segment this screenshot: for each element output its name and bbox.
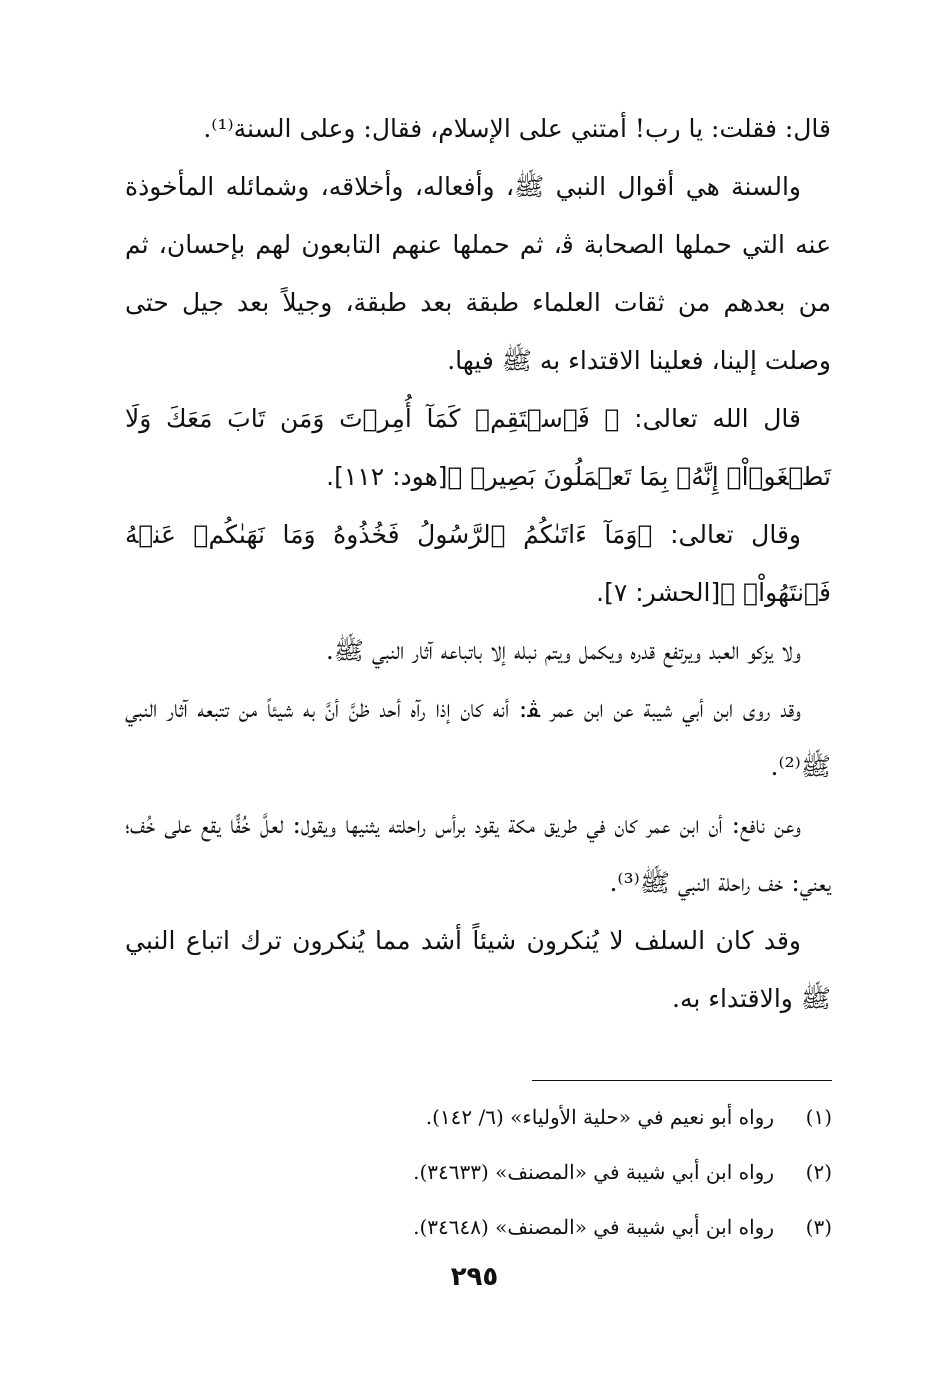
footnote-number: (٣) xyxy=(805,1215,832,1239)
paragraph-6: وقد روى ابن أبي شيبة عن ابن عمر ﭭ: أنه كان إذا رآه أحد ظنَّ أنَّ به شيئاً من تتبعه آثار النبي ﷺ⁽²⁾. xyxy=(125,694,831,781)
footnote-number: (١) xyxy=(805,1105,832,1129)
paragraph-2: والسنة هي أقوال النبي ﷺ، وأفعاله، وأخلاقه، وشمائله المأخوذة عنه التي حملها الصحابة ﭬ، ثم حملها عنهم التابعون لهم بإحسان، ثم من بعدهم من ثقات العلماء طبقة بعد طبقة، وجيلاً بعد جيل حتى وصلت إلينا، فعلينا الاقتداء به ﷺ فيها. xyxy=(125,172,831,375)
footnote-text: رواه ابن أبي شيبة في «المصنف» (٣٤٦٣٣). xyxy=(413,1160,774,1184)
paragraph-5: ولا يزكو العبد ويرتفع قدره ويكمل ويتم نبله إلا باتباعه آثار النبي ﷺ. xyxy=(325,636,801,665)
footnote-2 xyxy=(300,1145,832,1200)
footnote-1 xyxy=(300,1090,832,1145)
footnote-text: رواه ابن أبي شيبة في «المصنف» (٣٤٦٤٨). xyxy=(413,1215,774,1239)
paragraph-1: قال: فقلت: يا رب! أمتني على الإسلام، فقال: وعلى السنة⁽¹⁾. xyxy=(203,114,831,143)
paragraph-7: وعن نافع: أن ابن عمر كان في طريق مكة يقود برأس راحلته يثنيها ويقول: لعلَّ خُفًّا يقع على خُف؛ يعني: خف راحلة النبي ﷺ⁽³⁾. xyxy=(125,810,831,897)
paragraph-8: وقد كان السلف لا يُنكرون شيئاً أشد مما يُنكرون ترك اتباع النبي ﷺ والاقتداء به. xyxy=(125,926,831,1013)
footnote-divider xyxy=(532,1080,832,1081)
paragraph-3-quran-hud: قال الله تعالى: ﴿ فَٱسۡتَقِمۡ كَمَآ أُمِرۡتَ وَمَن تَابَ مَعَكَ وَلَا تَطۡغَوۡاْۚ إِنَّهُۥ بِمَا تَعۡمَلُونَ بَصِيرٞ ﴾[هود: ١١٢]. xyxy=(125,404,831,491)
footnote-3 xyxy=(300,1200,832,1255)
page-number: ٢٩٥ xyxy=(450,1262,499,1292)
paragraph-4-quran-hashr: وقال تعالى: ﴿وَمَآ ءَاتَىٰكُمُ ٱلرَّسُولُ فَخُذُوهُ وَمَا نَهَىٰكُمۡ عَنۡهُ فَٱنتَهُواْۚ ﴾[الحشر: ٧]. xyxy=(125,520,831,607)
footnotes xyxy=(300,1090,832,1255)
main-text xyxy=(125,100,831,1028)
footnote-text: رواه أبو نعيم في «حلية الأولياء» (٦/ ١٤٢). xyxy=(425,1105,774,1129)
footnote-number: (٢) xyxy=(805,1160,832,1184)
